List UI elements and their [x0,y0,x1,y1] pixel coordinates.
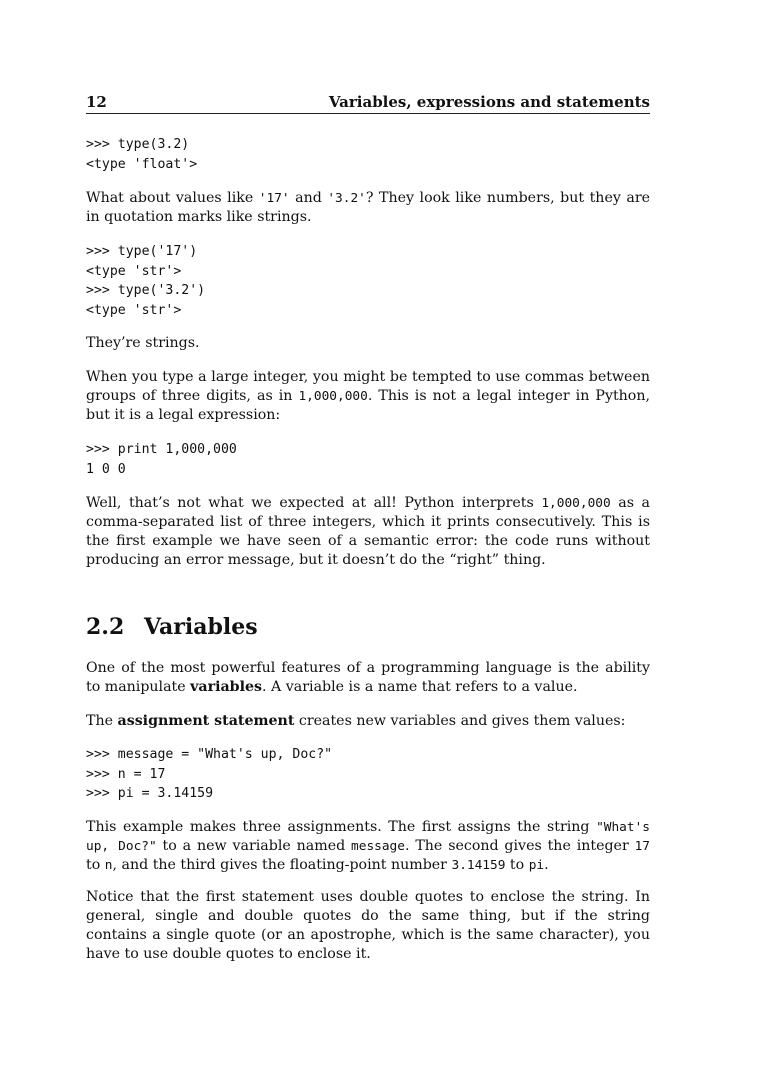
code-line: <type 'str'> [86,302,182,318]
code-line: >>> print 1,000,000 [86,442,237,457]
code-line: >>> type(3.2) [86,137,190,152]
code-line: <type 'str'> [86,263,182,279]
paragraph-strings: They’re strings. [86,335,200,351]
inline-code: pi [528,858,545,873]
code-line: >>> type('3.2') [86,283,206,299]
paragraph-quoted-numbers: What about values like '17' and '3.2'? They look like numbers, but they are in quotation marks like strings. [86,190,651,225]
code-line: >>> message = "What's up, Doc?" [86,747,333,762]
running-header [86,93,650,114]
paragraph-variables-intro: One of the most powerful features of a programming language is the ability to manipulate variables. A variable is a name that refers to a value. [86,660,650,695]
bold-term: variables [190,679,262,695]
code-line: >>> n = 17 [86,766,166,782]
inline-code: "What's up, Doc?" [86,820,650,854]
inline-code: message [351,839,405,854]
paragraph-assignment: The assignment statement creates new variables and gives them values: [86,713,626,729]
paragraph-assignment-explanation: This example makes three assignments. The first assigns the string "What's up, Doc?" to a new variable named message. The second gives the integer 17 to n, and the third gives the floating-point number 3.14159 to pi. [86,819,651,873]
section-number: 2.2 [86,614,125,640]
code-block-print [86,440,650,479]
inline-code: n [104,858,113,873]
code-line: >>> type('17') [86,244,198,259]
inline-code: '17' [258,191,290,206]
paragraph-double-quotes: Notice that the first statement uses double quotes to enclose the string. In general, single and double quotes do the same thing, but if the string contains a single quote (or an apostrophe, which is the same character), you have to use double quotes to enclose it. [86,889,650,962]
code-block-type-float [86,135,650,174]
section-heading [86,614,650,640]
code-line: >>> pi = 3.14159 [86,786,214,802]
page-number: 12 [86,93,107,111]
inline-code: 1,000,000 [541,496,611,511]
section-title: Variables [144,614,258,640]
code-line: <type 'float'> [86,156,198,172]
paragraph-large-integer: When you type a large integer, you might be tempted to use commas between groups of three digits, as in 1,000,000. This is not a legal integer in Python, but it is a legal expression: [86,369,650,423]
paragraph-semantic-error: Well, that’s not what we expected at all! Python interprets 1,000,000 as a comma-separated list of three integers, which it prints consecutively. This is the first example we have seen of a semantic error: the code runs without producing an error message, but it doesn’t do the “right” thing. [86,495,650,568]
inline-code: 1,000,000 [298,389,368,404]
code-block-type-str [86,242,650,320]
inline-code: '3.2' [327,191,366,206]
bold-term: assignment statement [117,713,295,729]
code-block-assignments [86,745,650,804]
inline-code: 17 [634,839,651,854]
header-title: Variables, expressions and statements [328,93,650,111]
inline-code: 3.14159 [451,858,506,873]
code-line: 1 0 0 [86,461,126,477]
